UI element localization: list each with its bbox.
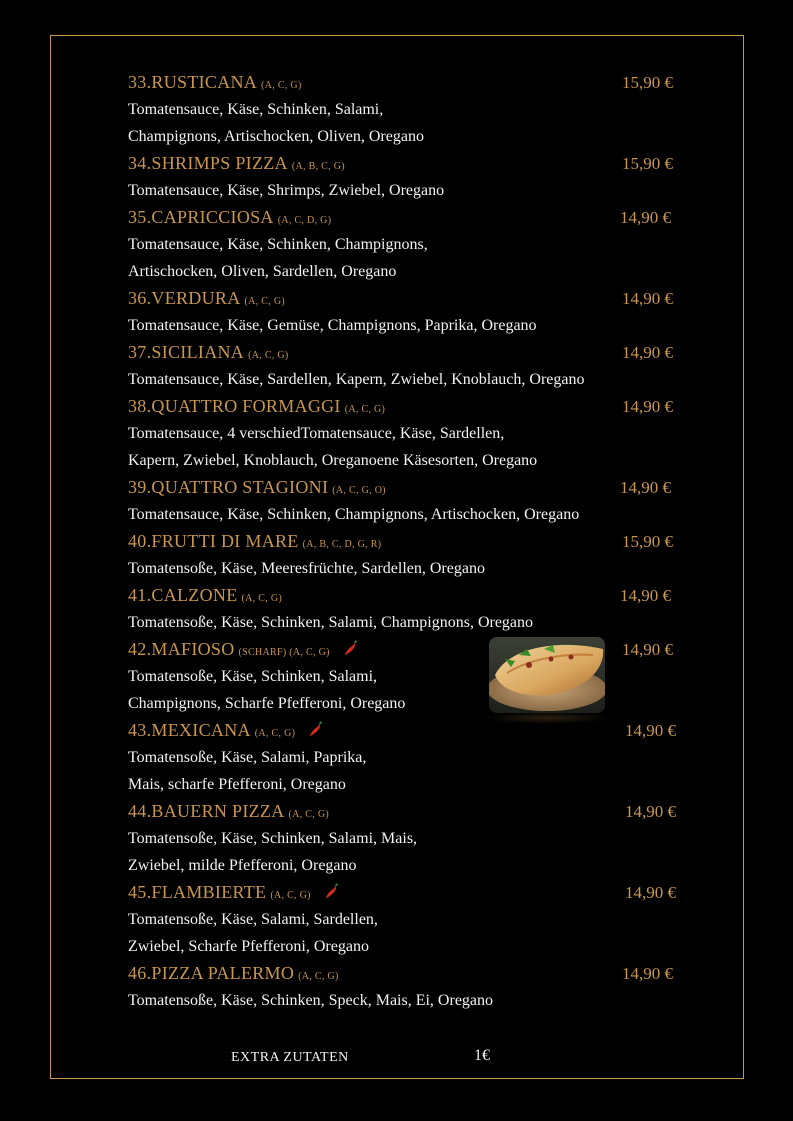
item-price: 14,90 €	[625, 883, 676, 902]
item-price: 14,90 €	[620, 208, 671, 227]
item-description-line: Tomatensauce, Käse, Gemüse, Champignons, Paprika, Oregano	[128, 317, 537, 334]
item-description-line: Tomatensauce, Käse, Sardellen, Kapern, Zwiebel, Knoblauch, Oregano	[128, 371, 585, 388]
item-price: 15,90 €	[622, 154, 673, 173]
menu-item-rusticana	[128, 69, 688, 150]
item-allergens: (A, C, G)	[241, 593, 282, 604]
item-price: 14,90 €	[622, 397, 673, 416]
item-name: 35.CAPRICCIOSA	[128, 207, 274, 227]
item-description-line: Tomatensoße, Käse, Schinken, Salami,	[128, 668, 378, 685]
menu-item-capricciosa	[128, 204, 688, 285]
item-description-line: Tomatensoße, Käse, Salami, Sardellen,	[128, 911, 378, 928]
extra-toppings	[231, 1044, 490, 1068]
item-allergens: (A, C, G, O)	[332, 485, 386, 496]
item-description-line: Zwiebel, milde Pfefferoni, Oregano	[128, 857, 357, 874]
menu-item-verdura	[128, 285, 688, 339]
menu-item-shrimps-pizza	[128, 150, 688, 204]
item-description-line: Zwiebel, Scharfe Pfefferoni, Oregano	[128, 938, 369, 955]
item-allergens: (A, C, G)	[298, 971, 339, 982]
item-description-line: Tomatensoße, Käse, Schinken, Speck, Mais, Ei, Oregano	[128, 992, 494, 1009]
extras-label: EXTRA ZUTATEN	[231, 1050, 349, 1065]
item-name: 37.SICILIANA	[128, 342, 245, 362]
chili-pepper-icon	[307, 721, 325, 739]
item-name: 46.PIZZA PALERMO	[128, 963, 295, 983]
item-allergens: (A, C, G)	[344, 404, 386, 415]
item-name: 34.SHRIMPS PIZZA	[128, 153, 288, 173]
menu-item-siciliana	[128, 339, 688, 393]
menu-item-flambierte	[128, 879, 688, 960]
item-price: 14,90 €	[622, 964, 673, 983]
item-description-line: Tomatensauce, Käse, Shrimps, Zwiebel, Oregano	[128, 182, 445, 199]
item-allergens: (A, C, G)	[261, 80, 302, 91]
chili-pepper-icon	[323, 883, 341, 901]
extras-price: 1€	[474, 1047, 490, 1064]
item-name: 36.VERDURA	[128, 288, 241, 308]
item-name: 40.FRUTTI DI MARE	[128, 531, 299, 551]
item-description-line: Tomatensauce, 4 verschiedTomatensauce, Käse, Sardellen,	[128, 425, 505, 442]
item-description-line: Tomatensauce, Käse, Schinken, Salami,	[128, 101, 384, 118]
item-allergens: (A, C, D, G)	[277, 215, 332, 226]
item-price: 14,90 €	[625, 802, 676, 821]
item-allergens: (A, C, G)	[254, 728, 296, 739]
item-description-line: Tomatensoße, Käse, Meeresfrüchte, Sardellen, Oregano	[128, 560, 485, 577]
menu-item-calzone	[128, 582, 688, 636]
menu-item-quattro-formaggi	[128, 393, 688, 474]
item-name: 41.CALZONE	[128, 585, 238, 605]
item-allergens: (A, C, G)	[248, 350, 289, 361]
item-name: 43.MEXICANA	[128, 720, 251, 740]
item-name: 38.QUATTRO FORMAGGI	[128, 396, 341, 416]
item-price: 14,90 €	[620, 586, 671, 605]
menu-item-frutti-di-mare	[128, 528, 688, 582]
menu-item-quattro-stagioni	[128, 474, 688, 528]
item-allergens: (A, C, G)	[244, 296, 285, 307]
item-description-line: Tomatensauce, Käse, Schinken, Champignons, Artischocken, Oregano	[128, 506, 580, 523]
item-description-line: Artischocken, Oliven, Sardellen, Oregano	[128, 263, 397, 280]
item-description-line: Tomatensoße, Käse, Salami, Paprika,	[128, 749, 367, 766]
item-name: 33.RUSTICANA	[128, 72, 258, 92]
menu-item-pizza-palermo	[128, 960, 688, 1014]
item-name: 45.FLAMBIERTE	[128, 882, 267, 902]
item-price: 14,90 €	[622, 289, 673, 308]
item-price: 14,90 €	[620, 478, 671, 497]
item-name: 44.BAUERN PIZZA	[128, 801, 285, 821]
item-price: 15,90 €	[622, 73, 673, 92]
item-description-line: Tomatensoße, Käse, Schinken, Salami, Mais,	[128, 830, 418, 847]
item-allergens: (A, C, G)	[288, 809, 329, 820]
item-price: 14,90 €	[622, 343, 673, 362]
item-description-line: Champignons, Scharfe Pfefferoni, Oregano	[128, 695, 406, 712]
item-description-line: Tomatensauce, Käse, Schinken, Champignons,	[128, 236, 428, 253]
item-price: 15,90 €	[622, 532, 673, 551]
item-description-line: Champignons, Artischocken, Oliven, Oregano	[128, 128, 424, 145]
calzone-photo	[489, 637, 605, 713]
item-description-line: Mais, scharfe Pfefferoni, Oregano	[128, 776, 346, 793]
item-name: 39.QUATTRO STAGIONI	[128, 477, 329, 497]
item-allergens: (A, B, C, G)	[291, 161, 345, 172]
item-name: 42.MAFIOSO	[128, 639, 235, 659]
chili-pepper-icon	[342, 640, 360, 658]
menu-item-mexicana	[128, 717, 688, 798]
menu-item-bauern-pizza	[128, 798, 688, 879]
item-price: 14,90 €	[622, 640, 673, 659]
item-allergens: (A, C, G)	[270, 890, 311, 901]
item-allergens: (A, B, C, D, G, R)	[302, 539, 382, 550]
item-price: 14,90 €	[625, 721, 676, 740]
item-description-line: Kapern, Zwiebel, Knoblauch, Oreganoene Käsesorten, Oregano	[128, 452, 538, 469]
item-allergens: (SCHARF) (A, C, G)	[238, 647, 330, 658]
item-description-line: Tomatensoße, Käse, Schinken, Salami, Champignons, Oregano	[128, 614, 534, 631]
